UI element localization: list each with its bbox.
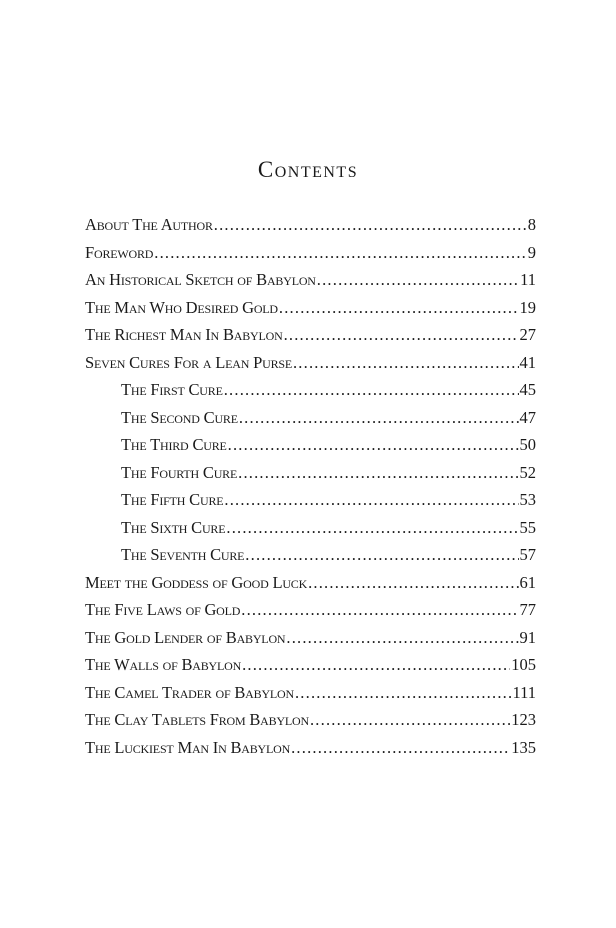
toc-entry-page-number: 11 [520,270,536,289]
toc-entry-page-number: 50 [519,435,536,454]
table-of-contents [85,211,536,761]
toc-entry-title: The Gold Lender of Babylon [85,627,286,647]
toc-entry-page-number: 123 [511,710,536,729]
dot-leader [224,486,518,514]
dot-leader [214,211,527,239]
dot-leader [154,239,527,267]
dot-leader [286,624,518,652]
toc-entry-page-number: 135 [511,737,536,757]
toc-entry-title: The Second Cure [121,407,238,427]
dot-leader [245,541,518,569]
toc-entry [85,459,536,487]
dot-leader [291,734,510,762]
toc-entry [85,431,536,459]
dot-leader [239,404,519,432]
toc-entry [85,679,536,707]
toc-entry-page-number: 9 [527,242,536,262]
toc-entry-title: The Man Who Desired Gold [85,297,278,317]
dot-leader [242,651,510,679]
toc-entry-title: The Clay Tablets From Babylon [85,710,309,729]
dot-leader [224,376,519,404]
toc-entry [85,734,536,762]
toc-entry-title: The Fifth Cure [121,490,224,509]
toc-entry-page-number: 27 [519,325,536,344]
dot-leader [279,294,519,322]
toc-entry [85,596,536,624]
dot-leader [293,349,519,377]
toc-entry-page-number: 19 [519,297,536,317]
toc-entry-title: Seven Cures For a Lean Purse [85,352,292,372]
toc-entry-page-number: 47 [519,407,536,427]
toc-entry-title: Meet the Goddess of Good Luck [85,572,308,592]
toc-entry [85,376,536,404]
toc-entry-page-number: 41 [519,352,536,372]
toc-entry-title: The Camel Trader of Babylon [85,682,294,702]
dot-leader [310,706,510,734]
toc-entry [85,294,536,322]
toc-entry [85,239,536,267]
toc-entry-title: The First Cure [121,380,223,399]
dot-leader [295,679,511,707]
toc-entry-title: The Five Laws of Gold [85,600,241,619]
dot-leader [308,569,518,597]
toc-entry-title: Foreword [85,242,154,262]
toc-entry [85,624,536,652]
toc-entry-page-number: 55 [519,517,536,537]
toc-entry [85,266,536,294]
toc-entry [85,569,536,597]
toc-entry [85,541,536,569]
toc-entry-title: The Luckiest Man In Babylon [85,737,291,757]
toc-entry-title: The Walls of Babylon [85,655,242,674]
toc-entry [85,486,536,514]
toc-entry-page-number: 8 [527,215,536,234]
toc-entry [85,404,536,432]
toc-entry [85,706,536,734]
toc-entry [85,651,536,679]
page-title: Contents [257,157,359,182]
toc-entry-title: The Fourth Cure [121,462,238,482]
toc-entry [85,211,536,239]
toc-entry-page-number: 45 [519,380,536,399]
dot-leader [284,321,519,349]
toc-entry [85,321,536,349]
toc-entry-title: The Seventh Cure [121,545,245,564]
toc-entry-page-number: 91 [519,627,536,647]
toc-entry-title: The Sixth Cure [121,517,226,537]
dot-leader [241,596,518,624]
toc-entry-title: The Third Cure [121,435,227,454]
toc-entry-page-number: 105 [511,655,536,674]
toc-entry [85,514,536,542]
toc-entry-title: The Richest Man In Babylon [85,325,283,344]
dot-leader [226,514,518,542]
toc-entry-page-number: 52 [519,462,536,482]
toc-entry-title: About The Author [85,215,213,234]
dot-leader [317,266,519,294]
toc-entry-page-number: 61 [519,572,536,592]
toc-entry-page-number: 57 [519,545,536,564]
toc-entry-page-number: 77 [519,600,536,619]
toc-entry-page-number: 111 [512,682,536,702]
toc-entry-title: An Historical Sketch of Babylon [85,270,316,289]
dot-leader [238,459,518,487]
toc-entry-page-number: 53 [519,490,536,509]
dot-leader [228,431,519,459]
toc-entry [85,349,536,377]
